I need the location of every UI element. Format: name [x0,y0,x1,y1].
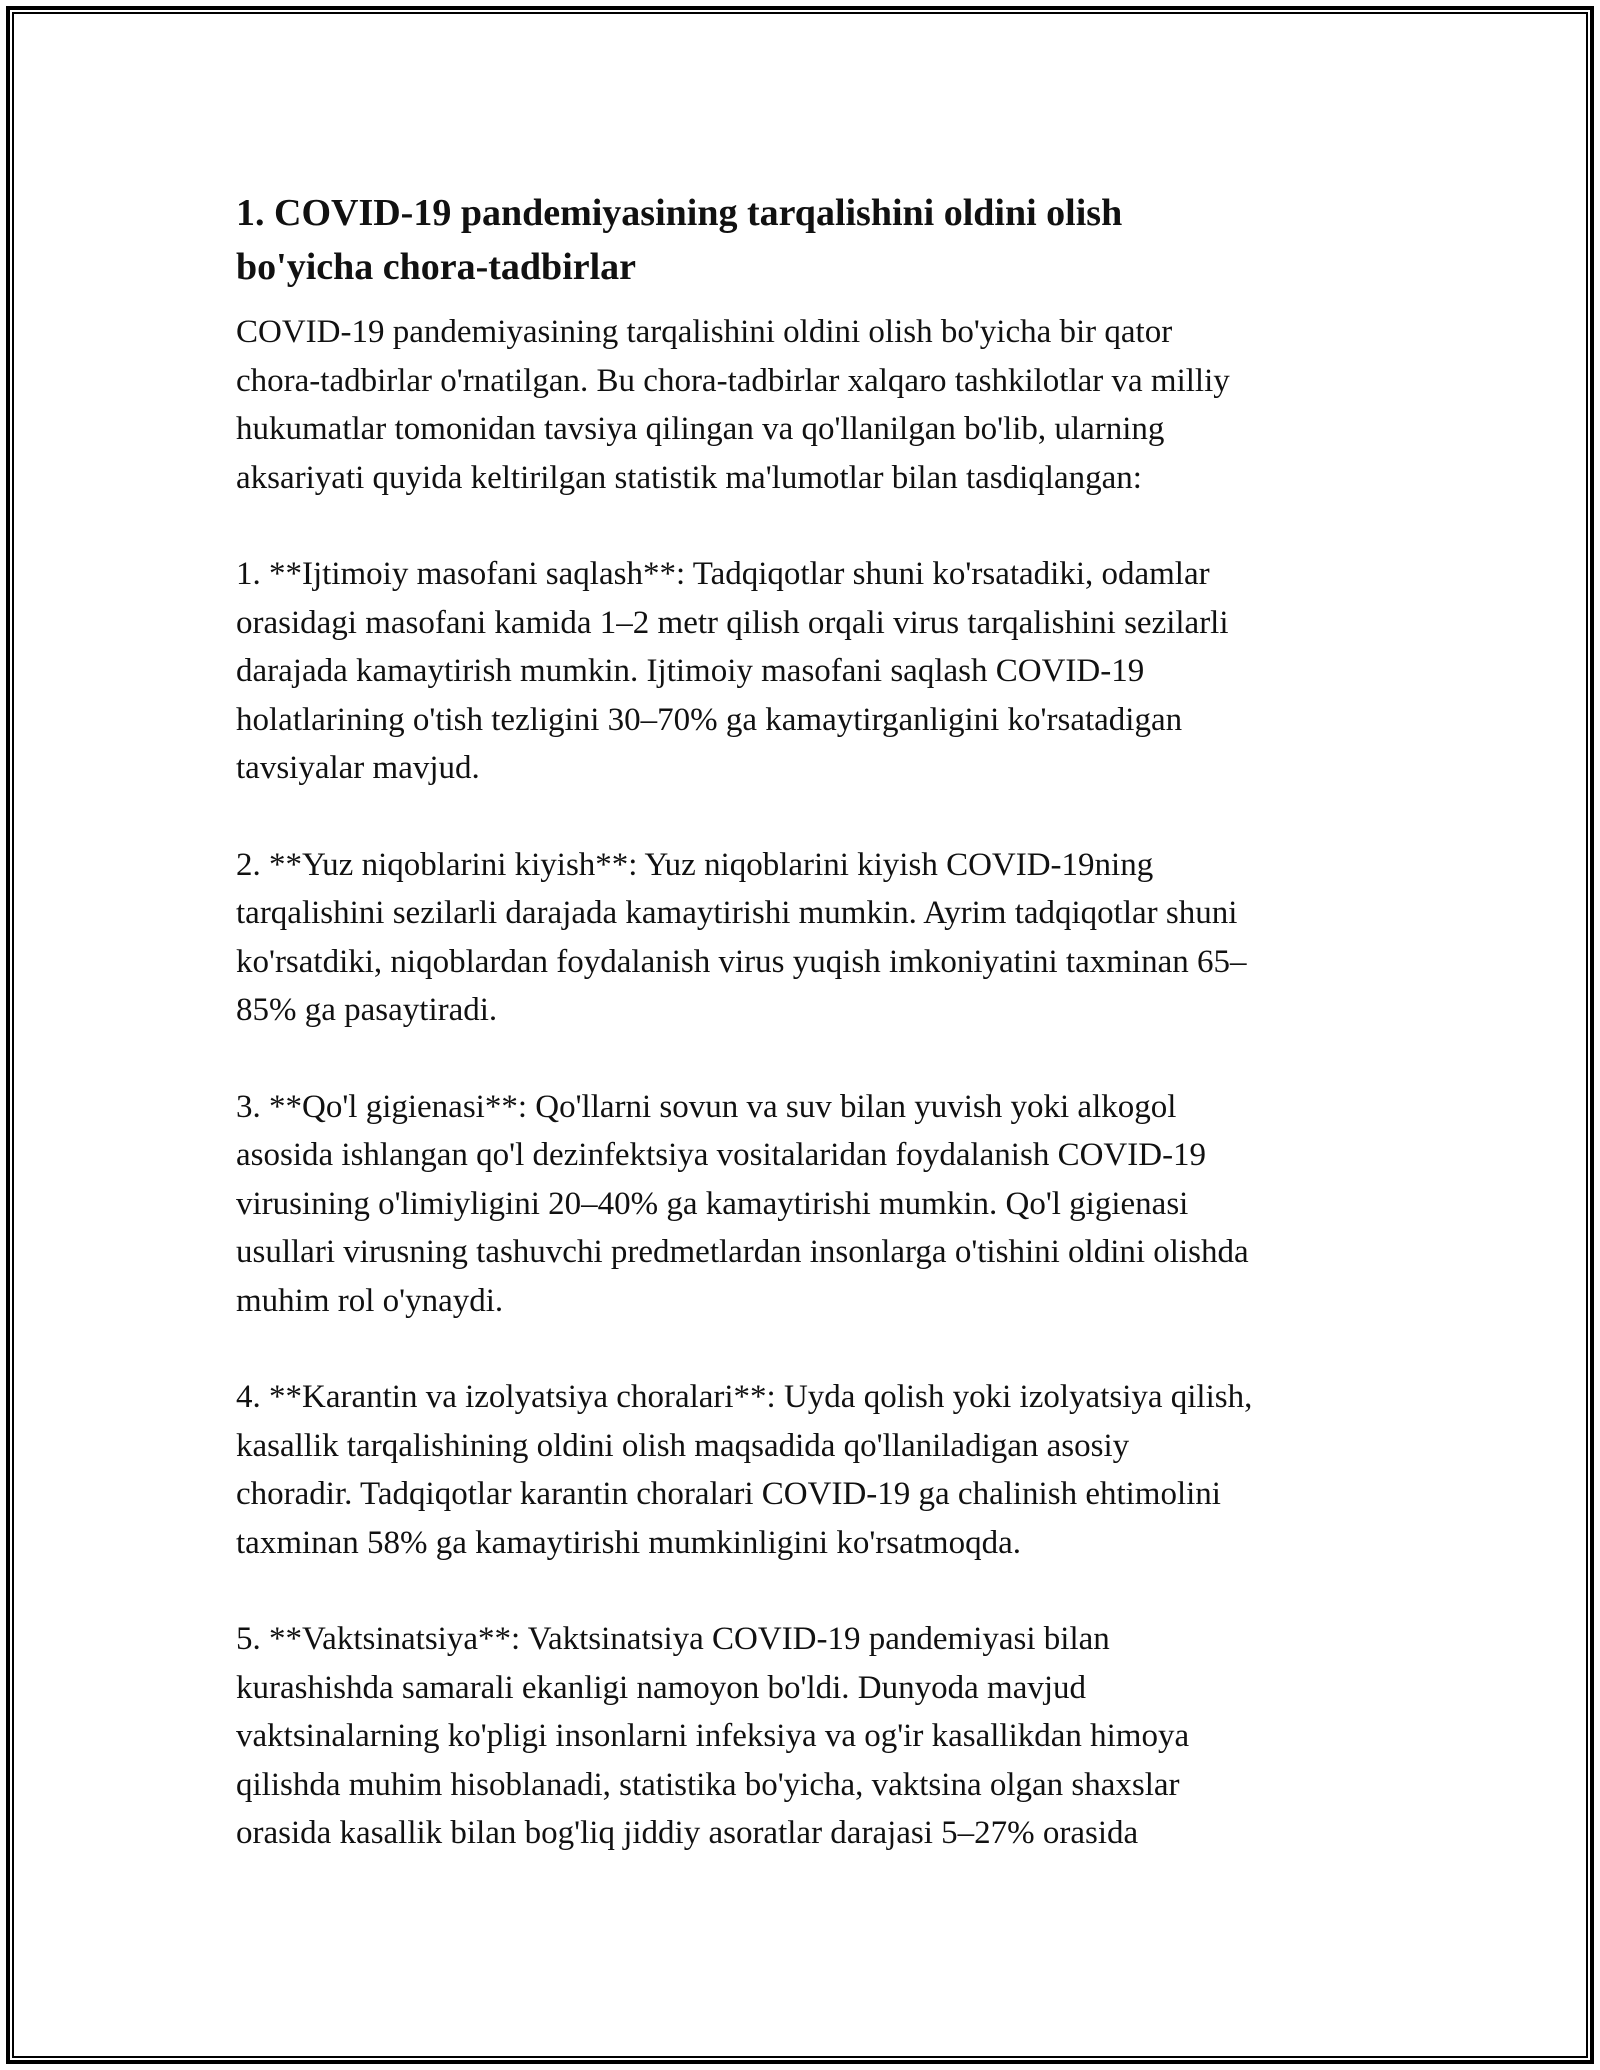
list-item-quarantine: 4. **Karantin va izolyatsiya choralari**: Uyda qolish yoki izolyatsiya qilish, kasallik tarqalishining oldini olish maqsadida qo'llaniladigan asosiy choradir. Tadqiqotlar karantin choralari COVID-19 ga chalinish ehtimolini taxminan 58% ga kamaytirishi mumkinligini ko'rsatmoqda. [236,1379,1253,1561]
intro-paragraph: COVID-19 pandemiyasining tarqalishini oldini olish bo'yicha bir qator chora-tadbirlar o'rnatilgan. Bu chora-tadbirlar xalqaro tashkilotlar va milliy hukumatlar tomonidan tavsiya qilingan va qo'llanilgan bo'lib, ularning aksariyati quyida keltirilgan statistik ma'lumotlar bilan tasdiqlangan: [236,314,1230,496]
section-heading: 1. COVID-19 pandemiyasining tarqalishini oldini olish bo'yicha chora-tadbirlar [236,192,1123,288]
document-page [236,186,1406,1906]
list-item-social-distancing: 1. **Ijtimoiy masofani saqlash**: Tadqiqotlar shuni ko'rsatadiki, odamlar orasidagi masofani kamida 1–2 metr qilish orqali virus tarqalishini sezilarli darajada kamaytirish mumkin. Ijtimoiy masofani saqlash COVID-19 holatlarining o'tish tezligini 30–70% ga kamaytirganligini ko'rsatadigan tavsiyalar mavjud. [236,556,1229,786]
list-item-hand-hygiene: 3. **Qo'l gigienasi**: Qo'llarni sovun va suv bilan yuvish yoki alkogol asosida ishlangan qo'l dezinfektsiya vositalaridan foydalanish COVID-19 virusining o'limiyligini 20–40% ga kamaytirishi mumkin. Qo'l gigienasi usullari virusning tashuvchi predmetlardan insonlarga o'tishini oldini olishda muhim rol o'ynaydi. [236,1088,1249,1319]
list-item-face-masks: 2. **Yuz niqoblarini kiyish**: Yuz niqoblarini kiyish COVID-19ning tarqalishini sezilarli darajada kamaytirishi mumkin. Ayrim tadqiqotlar shuni ko'rsatdiki, niqoblardan foydalanish virus yuqish imkoniyatini taxminan 65– 85% ga pasaytiradi. [236,846,1247,1028]
list-item-vaccination: 5. **Vaktsinatsiya**: Vaktsinatsiya COVID-19 pandemiyasi bilan kurashishda samarali ekanligi namoyon bo'ldi. Dunyoda mavjud vaktsinalarning ko'pligi insonlarni infeksiya va og'ir kasallikdan himoya qilishda muhim hisoblanadi, statistika bo'yicha, vaktsina olgan shaxslar orasida kasallik bilan bog'liq jiddiy asoratlar darajasi 5–27% orasida [236,1621,1190,1851]
